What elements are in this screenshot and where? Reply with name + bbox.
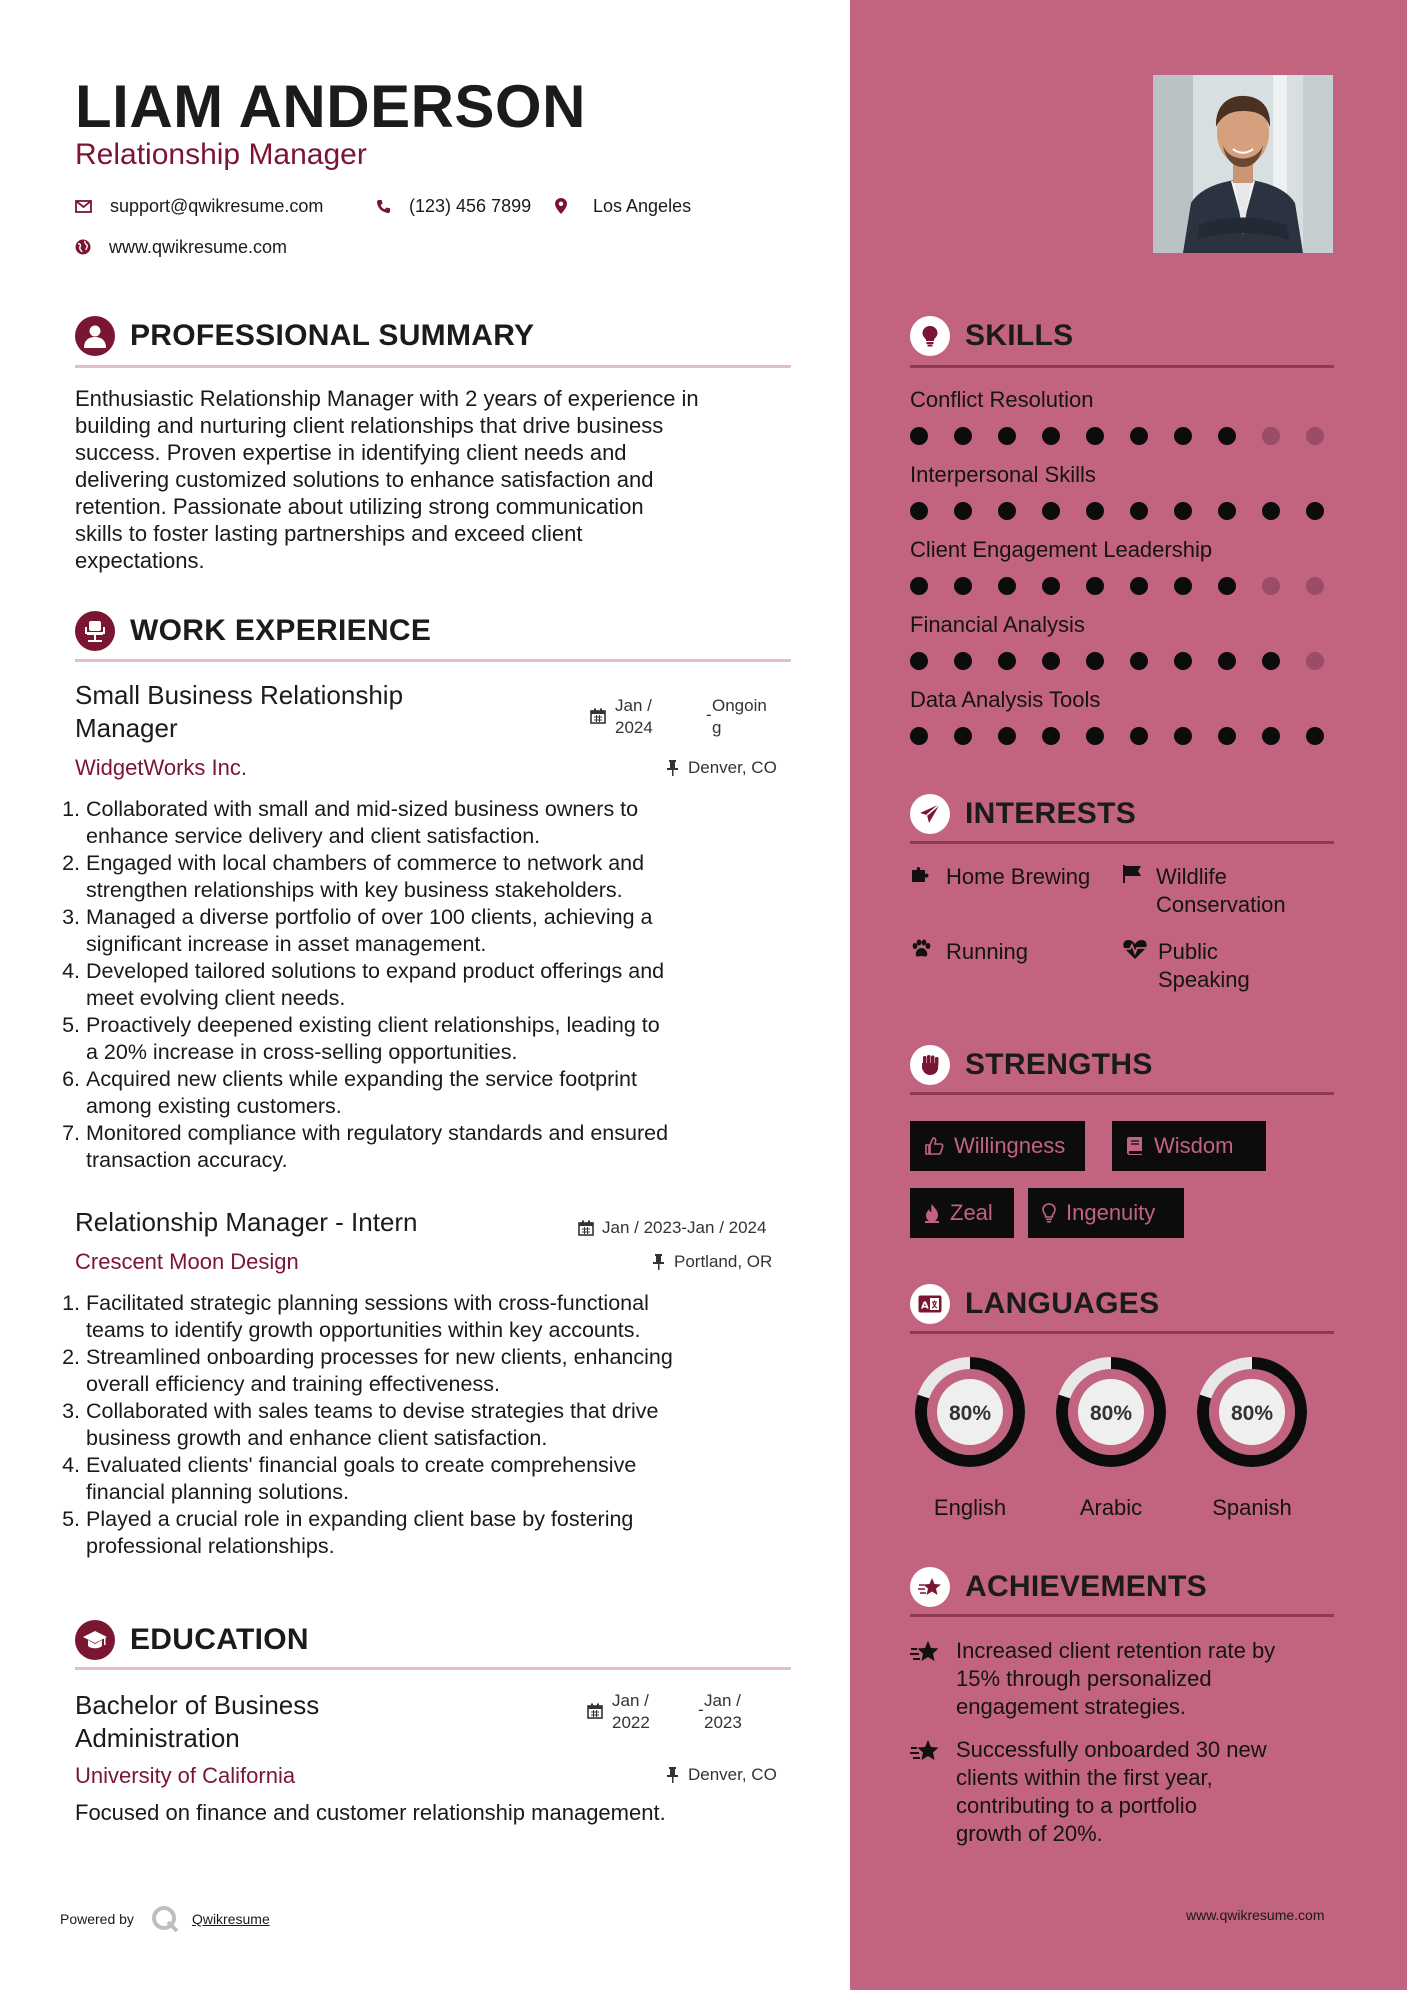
skill-item	[910, 461, 1350, 520]
language-percent: 80%	[1089, 1402, 1133, 1425]
phone-icon	[376, 199, 391, 214]
list-item: 7. Monitored compliance with regulatory standards and ensured transaction accuracy.	[86, 1120, 808, 1174]
job-end-date: Ongoin g	[712, 696, 767, 737]
skill-item	[910, 686, 1350, 745]
list-item: 3. Collaborated with sales teams to devise strategies that drive business growth and enhance client satisfaction.	[86, 1398, 808, 1452]
candidate-name: LIAM ANDERSON	[75, 73, 586, 140]
rating-dot	[1174, 727, 1192, 745]
education-description: Focused on finance and customer relationship management.	[75, 1800, 666, 1825]
rating-dot	[1130, 427, 1148, 445]
skill-item	[910, 611, 1350, 670]
calendar-icon	[590, 708, 606, 724]
skills-title: SKILLS	[965, 319, 1074, 352]
rating-dot	[1306, 427, 1324, 445]
interests-header	[910, 794, 1136, 834]
rating-dot	[1086, 652, 1104, 670]
rating-dot	[1042, 502, 1060, 520]
rating-dot	[1262, 727, 1280, 745]
footer-powered	[60, 1904, 270, 1934]
skill-rating	[910, 502, 1350, 520]
powered-by-text: Powered by	[60, 1911, 134, 1927]
rating-dot	[998, 502, 1016, 520]
paw-icon	[910, 939, 932, 959]
rating-dot	[1218, 652, 1236, 670]
rating-dot	[1218, 727, 1236, 745]
rating-dot	[998, 577, 1016, 595]
achievements-divider	[910, 1614, 1334, 1617]
strength-chip: Ingenuity	[1028, 1188, 1184, 1238]
interests-divider	[910, 841, 1334, 844]
rating-dot	[998, 727, 1016, 745]
strengths-divider	[910, 1092, 1334, 1095]
language-item	[910, 1352, 1030, 1521]
footer-site[interactable]: www.qwikresume.com	[1186, 1907, 1325, 1923]
skill-name: Data Analysis Tools	[910, 687, 1101, 712]
fire-icon	[924, 1203, 940, 1223]
rating-dot	[954, 577, 972, 595]
list-item: 5. Proactively deepened existing client relationships, leading to a 20% increase in cross-selling opportunities.	[86, 1012, 808, 1066]
achievement-item: Increased client retention rate by 15% through personalized engagement strategies.	[910, 1637, 1334, 1721]
languages-header	[910, 1284, 1159, 1324]
rating-dot	[1042, 727, 1060, 745]
list-item: 6. Acquired new clients while expanding the service footprint among existing customers.	[86, 1066, 808, 1120]
skill-name: Conflict Resolution	[910, 387, 1094, 412]
education-title: EDUCATION	[130, 1623, 309, 1656]
job-bullets	[68, 796, 808, 1174]
job-start-date: Jan / 2024	[615, 696, 653, 737]
job-dates: Jan / 2023-Jan / 2024	[578, 1217, 766, 1239]
job-location: Denver, CO	[667, 757, 777, 779]
rating-dot	[1130, 577, 1148, 595]
lightbulb-icon	[1042, 1203, 1056, 1223]
languages-divider	[910, 1331, 1334, 1334]
language-item	[1192, 1352, 1312, 1521]
chair-icon	[75, 611, 115, 651]
rating-dot	[1262, 577, 1280, 595]
summary-divider	[75, 365, 791, 368]
rating-dot	[1130, 652, 1148, 670]
summary-title: PROFESSIONAL SUMMARY	[130, 319, 535, 352]
list-item: 1. Facilitated strategic planning sessions with cross-functional teams to identify growth opportunities within key accounts.	[86, 1290, 808, 1344]
user-icon	[75, 316, 115, 356]
rating-dot	[1306, 577, 1324, 595]
paper-plane-icon	[910, 794, 950, 834]
rating-dot	[954, 502, 972, 520]
graduation-cap-icon	[75, 1620, 115, 1660]
translate-icon	[910, 1284, 950, 1324]
rating-dot	[910, 577, 928, 595]
experience-divider	[75, 659, 791, 662]
skill-rating	[910, 427, 1350, 445]
rating-dot	[910, 502, 928, 520]
rating-dot	[1174, 427, 1192, 445]
skill-item	[910, 386, 1350, 445]
education-divider	[75, 1667, 791, 1670]
education-date-separator: -	[698, 1700, 704, 1719]
envelope-icon	[75, 200, 92, 213]
rating-dot	[910, 727, 928, 745]
interest-item: Public Speaking	[1122, 938, 1250, 994]
language-ring	[1051, 1352, 1171, 1472]
summary-text: Enthusiastic Relationship Manager with 2 years of experience in building and nurturing client relationships that drive business success. Proven expertise in identifying client needs and delivering customized solutions to enhance satisfaction and retention. Passionate about utilizing strong communication skills to foster lasting partnerships and exceed client expectations.	[75, 386, 699, 573]
flag-icon	[1122, 864, 1144, 884]
summary-header	[75, 316, 534, 356]
experience-title: WORK EXPERIENCE	[130, 614, 432, 647]
education-end-date: Jan / 2023	[704, 1691, 742, 1732]
star-icon	[910, 1738, 942, 1764]
languages-list	[910, 1352, 1334, 1522]
rating-dot	[1174, 502, 1192, 520]
job-location: Portland, OR	[653, 1251, 772, 1273]
rating-dot	[1130, 727, 1148, 745]
pin-icon	[653, 1254, 664, 1270]
skills-divider	[910, 365, 1334, 368]
trophy-star-icon	[910, 1567, 950, 1607]
language-item	[1051, 1352, 1171, 1521]
location-text: Los Angeles	[593, 196, 692, 216]
contact-website[interactable]	[75, 235, 287, 259]
job-bullets	[68, 1290, 808, 1560]
contact-email[interactable]	[75, 194, 323, 218]
skill-rating	[910, 577, 1350, 595]
degree-title: Bachelor of Business Administration	[75, 1690, 320, 1753]
list-item: 2. Engaged with local chambers of commerce to network and strengthen relationships with key business stakeholders.	[86, 850, 808, 904]
rating-dot	[1306, 502, 1324, 520]
rating-dot	[1086, 727, 1104, 745]
strength-chip: Willingness	[910, 1121, 1085, 1171]
phone-text: (123) 456 7899	[409, 196, 532, 216]
rating-dot	[954, 427, 972, 445]
job-title: Small Business Relationship Manager	[75, 680, 404, 743]
rating-dot	[1086, 502, 1104, 520]
language-percent: 80%	[1230, 1402, 1274, 1425]
rating-dot	[1174, 577, 1192, 595]
skill-name: Financial Analysis	[910, 612, 1085, 637]
rating-dot	[1042, 652, 1060, 670]
rating-dot	[1174, 652, 1192, 670]
book-icon	[1126, 1136, 1144, 1156]
list-item: 4. Evaluated clients' financial goals to create comprehensive financial planning solutions.	[86, 1452, 808, 1506]
globe-icon	[75, 239, 91, 255]
contact-phone[interactable]	[376, 194, 531, 218]
pin-icon	[667, 1767, 678, 1783]
rating-dot	[1306, 727, 1324, 745]
language-name: Spanish	[1212, 1495, 1292, 1520]
puzzle-icon	[910, 864, 932, 884]
job-date-separator: -	[706, 705, 712, 724]
interest-item: Running	[910, 938, 1028, 966]
language-ring	[910, 1352, 1030, 1472]
languages-title: LANGUAGES	[965, 1287, 1160, 1320]
rating-dot	[998, 427, 1016, 445]
thumbs-up-icon	[924, 1136, 944, 1156]
rating-dot	[1262, 652, 1280, 670]
candidate-role: Relationship Manager	[75, 138, 367, 171]
rating-dot	[954, 727, 972, 745]
email-text: support@qwikresume.com	[110, 196, 324, 216]
rating-dot	[910, 652, 928, 670]
skill-name: Interpersonal Skills	[910, 462, 1096, 487]
list-item: 3. Managed a diverse portfolio of over 100 clients, achieving a significant increase in asset management.	[86, 904, 808, 958]
svg-text:A: A	[921, 1300, 929, 1312]
education-location: Denver, CO	[667, 1764, 777, 1786]
strength-chip: Zeal	[910, 1188, 1014, 1238]
list-item: 5. Played a crucial role in expanding client base by fostering professional relationships.	[86, 1506, 808, 1560]
list-item: 4. Developed tailored solutions to expand product offerings and meet evolving client needs.	[86, 958, 808, 1012]
rating-dot	[1042, 577, 1060, 595]
education-header	[75, 1620, 309, 1660]
profile-photo	[1153, 75, 1333, 253]
rating-dot	[998, 652, 1016, 670]
job-company: Crescent Moon Design	[75, 1249, 299, 1274]
rating-dot	[1042, 427, 1060, 445]
achievements-title: ACHIEVEMENTS	[965, 1570, 1207, 1603]
school-name: University of California	[75, 1763, 296, 1788]
language-percent: 80%	[948, 1402, 992, 1425]
achievement-item: Successfully onboarded 30 new clients within the first year, contributing to a portfolio growth of 20%.	[910, 1736, 1334, 1848]
pin-icon	[667, 760, 678, 776]
skill-rating	[910, 652, 1350, 670]
interest-item: Home Brewing	[910, 863, 1090, 891]
skill-item	[910, 536, 1350, 595]
skill-rating	[910, 727, 1350, 745]
fist-icon	[910, 1045, 950, 1085]
language-name: Arabic	[1079, 1495, 1143, 1520]
job-company: WidgetWorks Inc.	[75, 755, 247, 780]
skills-header	[910, 316, 1073, 356]
job-title: Relationship Manager - Intern	[75, 1207, 418, 1237]
rating-dot	[910, 427, 928, 445]
rating-dot	[1306, 652, 1324, 670]
rating-dot	[954, 652, 972, 670]
lightbulb-icon	[910, 316, 950, 356]
star-icon	[910, 1639, 942, 1665]
list-item: 1. Collaborated with small and mid-sized business owners to enhance service delivery and client satisfaction.	[86, 796, 808, 850]
rating-dot	[1218, 427, 1236, 445]
interest-item: Wildlife Conservation	[1122, 863, 1286, 919]
skill-name: Client Engagement Leadership	[910, 537, 1213, 562]
strengths-title: STRENGTHS	[965, 1048, 1153, 1081]
qwikresume-logo-icon	[150, 1904, 180, 1934]
strengths-header	[910, 1045, 1153, 1085]
calendar-icon	[587, 1703, 603, 1719]
contact-location	[555, 194, 691, 218]
brand-link[interactable]: Qwikresume	[191, 1911, 270, 1927]
website-text: www.qwikresume.com	[109, 237, 288, 257]
education-start-date: Jan / 2022	[612, 1691, 650, 1732]
interests-title: INTERESTS	[965, 797, 1137, 830]
rating-dot	[1086, 577, 1104, 595]
strength-chip: Wisdom	[1112, 1121, 1266, 1171]
language-ring	[1192, 1352, 1312, 1472]
list-item: 2. Streamlined onboarding processes for new clients, enhancing overall efficiency and training effectiveness.	[86, 1344, 808, 1398]
map-pin-icon	[555, 198, 567, 214]
language-name: English	[933, 1495, 1007, 1520]
rating-dot	[1218, 577, 1236, 595]
heartbeat-icon	[1122, 938, 1148, 960]
rating-dot	[1130, 502, 1148, 520]
rating-dot	[1262, 502, 1280, 520]
rating-dot	[1262, 427, 1280, 445]
rating-dot	[1086, 427, 1104, 445]
rating-dot	[1218, 502, 1236, 520]
achievements-header	[910, 1567, 1207, 1607]
calendar-icon	[578, 1220, 594, 1236]
experience-header	[75, 611, 431, 651]
